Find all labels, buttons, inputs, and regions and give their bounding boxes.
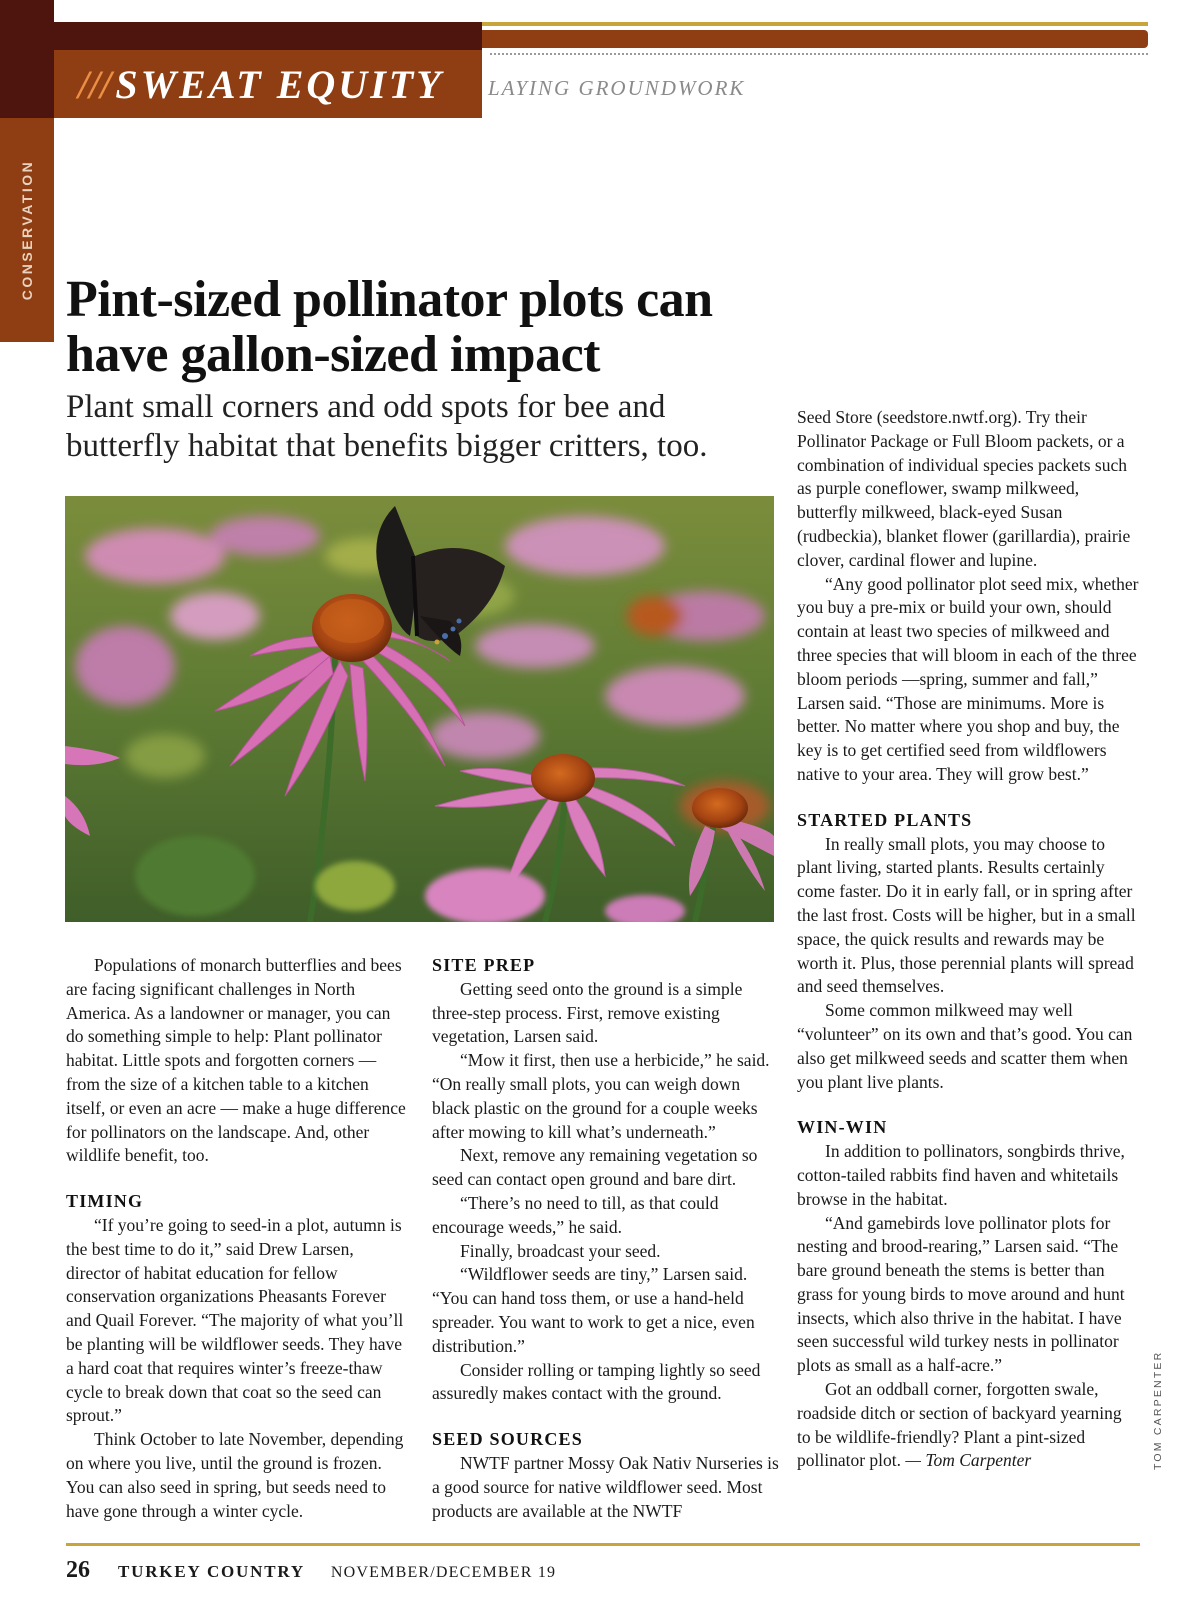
site-prep-heading: SITE PREP (432, 955, 536, 975)
win-win-paragraph-2: “And gamebirds love pollinator plots for nesting and brood-rearing,” Larsen said. “The bare ground beneath the stems is better than grass for young birds to move around and hunt insects, which also thrive in the habitat. I have seen successful wild turkey nests in pollinator plots as small as a half-acre.” (797, 1212, 1125, 1376)
department-title (78, 61, 444, 108)
article-deck: Plant small corners and odd spots for bee and butterfly habitat that benefits bigger critters, too. (66, 389, 708, 464)
header-rust-bar (482, 30, 1148, 48)
seed-sources-paragraph-1: NWTF partner Mossy Oak Nativ Nurseries is a good source for native wildflower seed. Most products are available at the NWTF (432, 1452, 779, 1521)
win-win-heading: WIN-WIN (797, 1117, 888, 1138)
section-side-tab (0, 118, 54, 342)
seed-sources-paragraph-2: “Any good pollinator plot seed mix, whether you buy a pre-mix or build your own, should contain at least two species of milkweed and three species that will bloom in each of the three bloom periods —spring, summer and fall,” Larsen said. “Those are minimums. More is better. No matter where you shop and buy, the key is to get certified seed from wildflowers native to your area. They will grow best.” (797, 573, 1139, 784)
site-prep-paragraph-7: Consider rolling or tamping lightly so seed assuredly makes contact with the ground. (432, 1359, 761, 1404)
intro-paragraph: Populations of monarch butterflies and bees are facing significant challenges in North America. As a landowner or manager, you can do something simple to help: Plant pollinator habitat. Little spots and forgotten corners — from the size of a kitchen table to a kitchen itself, or even an acre — make a huge difference for pollinators on the landscape. And, other wildlife benefit, too. (66, 955, 406, 1166)
article-column-3 (797, 406, 1139, 1473)
site-prep-paragraph-5: Finally, broadcast your seed. (460, 1240, 661, 1261)
site-prep-paragraph-3: Next, remove any remaining vegetation so seed can contact open ground and bare dirt. (432, 1145, 758, 1190)
seed-sources-paragraph-1-continued: Seed Store (seedstore.nwtf.org). Try their Pollinator Package or Full Bloom packets, or a combination of individual species packets such as purple coneflower, swamp milkweed, butterfly milkweed, black-eyed Susan (rudbeckia), blanket flower (garillardia), prairie clover, cardinal flower and lupine. (797, 407, 1131, 570)
site-prep-paragraph-6: “Wildflower seeds are tiny,” Larsen said. “You can hand toss them, or use a hand-held spreader. You want to work to get a nice, even distribution.” (432, 1264, 755, 1356)
win-win-paragraph-1: In addition to pollinators, songbirds thrive, cotton-tailed rabbits find haven and whitetails browse in the habitat. (797, 1141, 1125, 1209)
site-prep-paragraph-1: Getting seed onto the ground is a simple three-step process. First, remove existing vegetation, Larsen said. (432, 978, 743, 1047)
article-column-1 (66, 954, 406, 1523)
timing-paragraph-2: Think October to late November, depending on where you live, until the ground is frozen. You can also seed in spring, but seeds need to have gone through a winter cycle. (66, 1429, 404, 1521)
header-corner-block (0, 0, 54, 118)
photo-credit: TOM CARPENTER (1152, 1350, 1164, 1470)
header-slashes: /// (78, 61, 112, 107)
department-title-text: SWEAT EQUITY (115, 61, 444, 107)
header-gold-rule (482, 22, 1148, 26)
department-subtitle: LAYING GROUNDWORK (488, 76, 746, 100)
author-byline: — Tom Carpenter (905, 1450, 1032, 1471)
page-footer (66, 1557, 556, 1584)
article-column-2 (432, 954, 780, 1523)
started-plants-paragraph-2: Some common milkweed may well “volunteer” on its own and that’s good. You can also get milkweed seeds and scatter them when you plant live plants. (797, 1000, 1133, 1092)
magazine-name: TURKEY COUNTRY (118, 1562, 305, 1581)
site-prep-paragraph-4: “There’s no need to till, as that could encourage weeds,” he said. (432, 1192, 719, 1237)
header-dotted-rule (490, 53, 1148, 55)
win-win-paragraph-3 (797, 1378, 1139, 1473)
issue-date: NOVEMBER/DECEMBER 19 (330, 1564, 557, 1581)
site-prep-paragraph-2: “Mow it first, then use a herbicide,” he said. “On really small plots, you can weigh down black plastic on the ground for a couple weeks after mowing to kill what’s underneath.” (432, 1050, 770, 1142)
header-dark-band (54, 22, 482, 50)
started-plants-heading: STARTED PLANTS (797, 809, 973, 830)
closing-text: Got an oddball corner, forgotten swale, roadside ditch or section of backyard yearning to be wildlife-friendly? Plant a pint-sized pollinator plot. (797, 1379, 1122, 1471)
timing-heading: TIMING (66, 1191, 144, 1212)
section-tab-label: CONSERVATION (19, 159, 35, 301)
footer-gold-rule (66, 1543, 1140, 1546)
seed-sources-heading: SEED SOURCES (432, 1429, 583, 1450)
department-header (54, 50, 482, 118)
page-number: 26 (66, 1557, 90, 1583)
started-plants-paragraph-1: In really small plots, you may choose to plant living, started plants. Results certainly come faster. Do it in early fall, or in spring after the last frost. Costs will be higher, but in a small space, the quick results and rewards may be worth it. Plus, those perennial plants will spread and seed themselves. (797, 833, 1136, 997)
coneflower-butterfly-photo (65, 496, 774, 922)
timing-paragraph-1: “If you’re going to seed-in a plot, autumn is the best time to do it,” said Drew Larsen, director of habitat education for fellow conservation organizations Pheasants Forever and Quail Forever. “The majority of what you’ll be planting will be wildflower seeds. They have a hard coat that requires winter’s freeze-thaw cycle to break down that coat so the seed can sprout.” (66, 1214, 404, 1426)
article-headline: Pint-sized pollinator plots can have gallon-sized impact (66, 271, 713, 383)
